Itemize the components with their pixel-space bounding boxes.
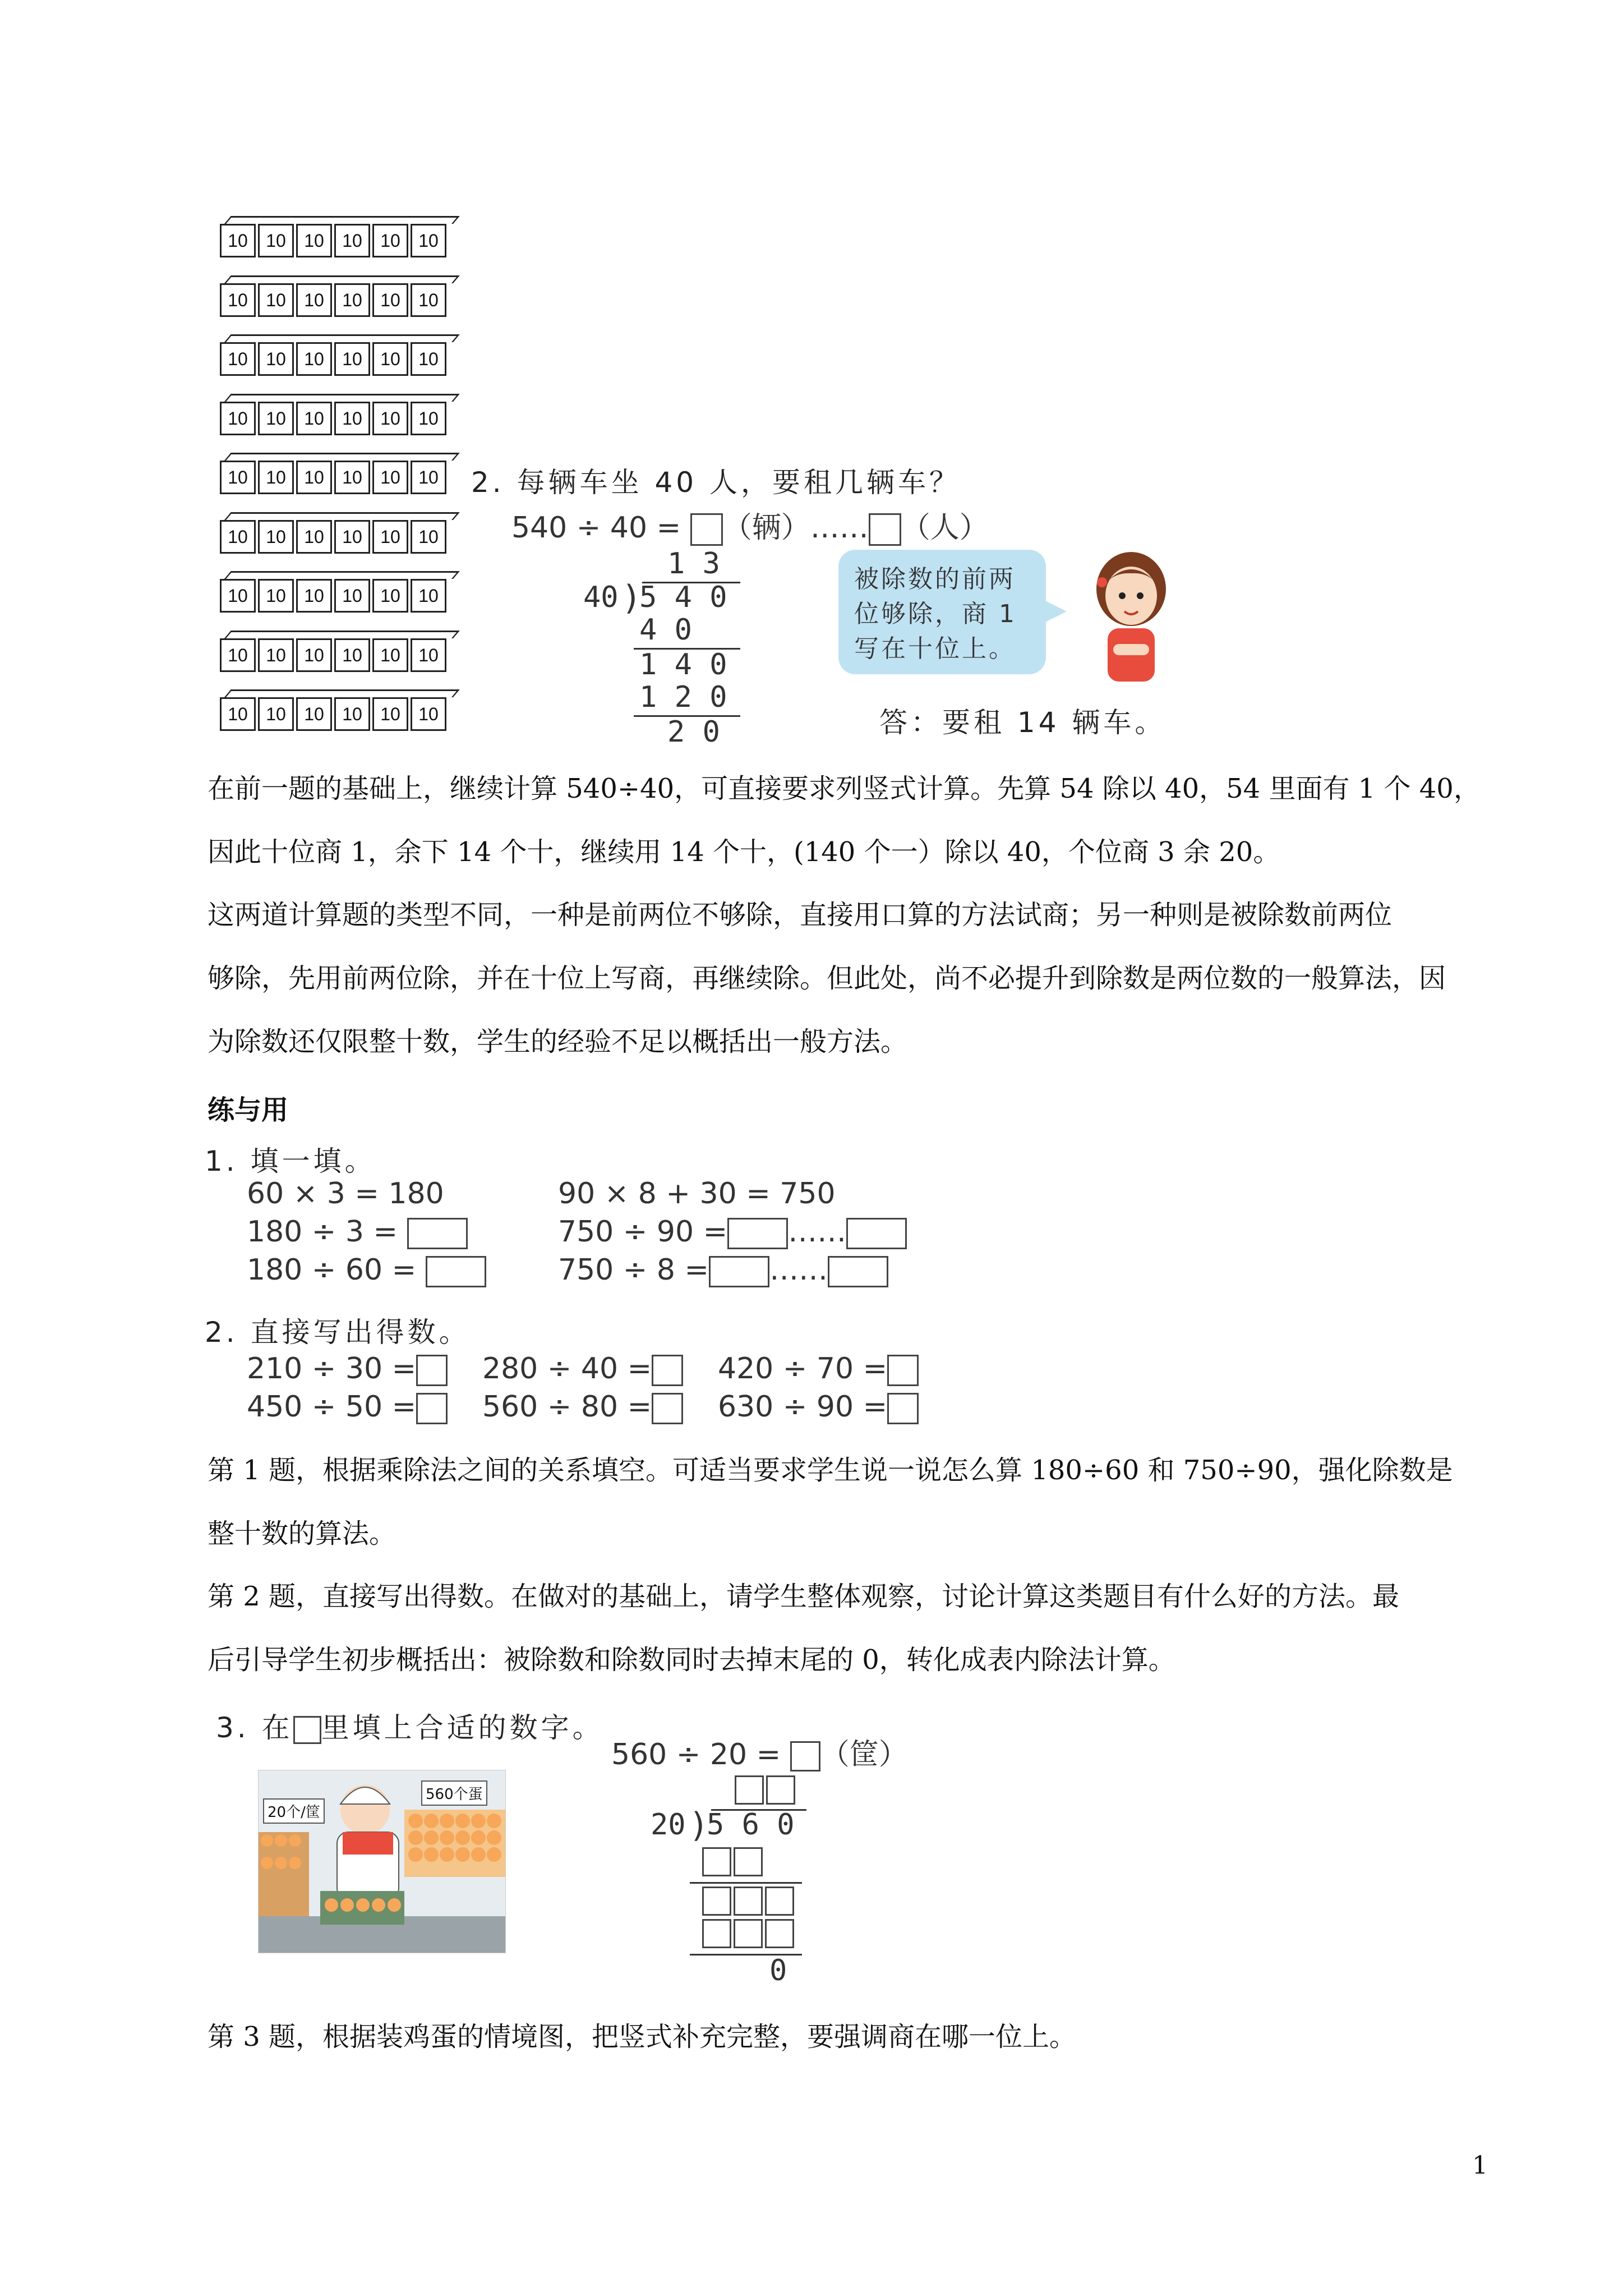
text-line: 因此十位商 1，余下 14 个十，继续用 14 个十，(140 个一）除以 40，个位商 3 余 20。 [208,836,1280,868]
ex1-item [558,1215,907,1253]
unit-vehicles: （辆） [722,511,810,545]
ten-block-row [220,571,460,615]
paragraph-1 [208,757,1497,884]
ex2-item [247,1352,482,1386]
ten-cell: 10 [258,283,294,317]
ten-cell: 10 [372,283,408,317]
division-bracket: ) [621,578,642,618]
ten-block-row [220,334,460,378]
problem2-equation-left: 540 ÷ 40 = [511,511,681,545]
ex1-item-text: 750 ÷ 90 = [558,1215,728,1249]
hint-line: 位够除，商 1 [854,600,1017,628]
answer-box[interactable] [790,1741,820,1772]
ten-cell: 10 [296,402,332,435]
divisor: 40 [583,581,619,614]
quotient-box[interactable] [766,1775,795,1805]
ex1-right-col [558,1177,907,1291]
answer-box[interactable] [652,1393,683,1424]
block-top-face [224,394,460,402]
step-box[interactable] [734,1847,763,1876]
ten-cell: 10 [411,638,446,672]
girl-illustration [1085,550,1178,682]
ten-cell: 10 [334,402,370,435]
unit-baskets: （筐） [820,1738,908,1772]
ellipsis: …… [769,1253,828,1287]
ex3-title-suffix: 里填上合适的数字。 [321,1711,604,1744]
step-box[interactable] [702,1919,731,1948]
page-number: 1 [1472,2151,1488,2180]
ex2-item [718,1352,919,1386]
text-line: 第 1 题，根据乘除法之间的关系填空。可适当要求学生说一说怎么算 180÷60 和 750÷90，强化除数是 [208,1455,1453,1486]
text-line: 整十数的算法。 [208,1518,396,1549]
answer-box[interactable] [887,1393,919,1424]
ten-cell: 10 [334,342,370,376]
ex2-item [718,1390,919,1424]
ten-cell: 10 [334,697,370,731]
subtraction-line [690,1882,802,1884]
ten-cell: 10 [334,579,370,613]
answer-box[interactable] [869,513,901,546]
ten-block-row [220,631,460,674]
ten-cell: 10 [372,402,408,435]
ten-cell: 10 [334,638,370,672]
ex1-item-text: 180 ÷ 60 = [247,1253,417,1287]
answer-box[interactable] [416,1355,448,1386]
ten-cell: 10 [334,224,370,257]
ten-cell: 10 [296,697,332,731]
ten-cell: 10 [411,697,446,731]
ex2-item-text: 420 ÷ 70 = [718,1352,888,1386]
ex1-item: 90 × 8 + 30 = 750 [558,1177,836,1211]
problem2-equation [511,504,989,546]
block-top-face [224,571,460,579]
ex1-item [247,1215,486,1253]
ten-cell: 10 [411,342,446,376]
ex2-item [482,1390,718,1424]
hint-line: 被除数的前两 [854,565,1016,593]
answer-box[interactable] [727,1218,788,1249]
ten-cell: 10 [411,283,446,317]
paragraph-5 [208,2005,1497,2069]
ten-cell: 10 [296,579,332,613]
block-top-face [224,512,460,520]
ex2-row-2 [247,1390,919,1424]
ten-cell: 10 [258,579,294,613]
ex2-item-text: 450 ÷ 50 = [247,1390,417,1424]
answer-box[interactable] [846,1218,907,1249]
ex1-item-text: 750 ÷ 8 = [558,1253,709,1287]
ten-cell: 10 [372,638,408,672]
ex2-item-text: 630 ÷ 90 = [718,1390,888,1424]
ten-cell: 10 [220,461,256,494]
ten-cell: 10 [220,638,256,672]
exercise1-title: 1. 填一填。 [205,1145,376,1177]
block-top-face [224,275,460,283]
ten-cell: 10 [334,283,370,317]
text-line: 第 3 题，根据装鸡蛋的情境图，把竖式补充完整，要强调商在哪一位上。 [208,2021,1077,2053]
step-3: 1 2 0 [639,680,727,714]
ten-cell: 10 [296,638,332,672]
remainder: 2 0 [667,715,720,749]
ten-cell: 10 [258,461,294,494]
step-box[interactable] [765,1887,794,1916]
ex2-item-text: 280 ÷ 40 = [482,1352,652,1386]
ex1-item-text: 180 ÷ 3 = [247,1215,398,1249]
ten-cell: 10 [296,283,332,317]
ex2-item [247,1390,482,1424]
ten-cell: 10 [411,402,446,435]
quotient-box[interactable] [735,1775,764,1805]
block-top-face [224,334,460,342]
ellipsis: …… [788,1215,847,1249]
ten-block-row [220,689,460,733]
step-box[interactable] [734,1919,763,1948]
long-division [583,547,740,754]
ten-cell: 10 [296,461,332,494]
ex2-item [482,1352,718,1386]
ex1-item [247,1253,486,1291]
step-box[interactable] [702,1887,731,1916]
ten-cell: 10 [296,520,332,554]
divisor: 20 [651,1808,686,1842]
ex2-row-1 [247,1352,919,1386]
ex2-item-text: 210 ÷ 30 = [247,1352,417,1386]
bubble-tail [1044,600,1067,623]
egg-scene-illustration [258,1770,506,1953]
answer-box[interactable] [828,1256,888,1287]
block-top-face [224,453,460,461]
step-1: 4 0 [639,613,692,647]
ten-cell: 10 [372,224,408,257]
ten-cell: 10 [258,697,294,731]
dividend: 5 6 0 [707,1808,795,1842]
ten-cell: 10 [258,402,294,435]
division-bracket: ) [689,1806,709,1845]
text-line: 后引导学生初步概括出：被除数和除数同时去掉末尾的 0，转化成表内除法计算。 [208,1644,1175,1676]
answer-box[interactable] [887,1355,919,1386]
text-line: 在前一题的基础上，继续计算 540÷40，可直接要求列竖式计算。先算 54 除以 40，54 里面有 1 个 40， [208,773,1481,804]
section-title: 练与用 [208,1094,289,1126]
ten-cell: 10 [258,342,294,376]
answer-box[interactable] [652,1355,683,1386]
answer-box[interactable] [416,1393,448,1424]
final-remainder: 0 [769,1954,787,1987]
ten-cell: 10 [258,224,294,257]
ex1-left-col [247,1177,486,1291]
text-line: 第 2 题，直接写出得数。在做对的基础上，请学生整体观察，讨论计算这类题目有什么好的方法。最 [208,1581,1400,1612]
ten-cell: 10 [220,579,256,613]
rate-label: 20个/筐 [263,1798,325,1824]
ten-cell: 10 [411,224,446,257]
ten-cell: 10 [258,520,294,554]
ellipsis: …… [810,511,869,545]
step-box[interactable] [734,1887,763,1916]
answer-box[interactable] [426,1256,486,1287]
paragraph-4 [208,1565,1497,1692]
ten-cell: 10 [220,697,256,731]
ten-cell: 10 [372,342,408,376]
box-symbol [293,1716,321,1744]
exercise2-title: 2. 直接写出得数。 [205,1316,471,1349]
text-line: 够除，先用前两位除，并在十位上写商，再继续除。但此处，尚不必提升到除数是两位数的一般算法，因 [208,963,1446,994]
ten-block-row [220,275,460,319]
unit-people: （人） [901,511,989,545]
ten-cell: 10 [372,520,408,554]
step-box[interactable] [702,1847,731,1876]
block-top-face [224,216,460,224]
ten-cell: 10 [372,579,408,613]
ex2-item-text: 560 ÷ 80 = [482,1390,652,1424]
text-line: 这两道计算题的类型不同，一种是前两位不够除，直接用口算的方法试商；另一种则是被除数前两位 [208,899,1393,931]
ten-cell: 10 [258,638,294,672]
ten-cell: 10 [411,579,446,613]
problem2-answer: 答：要租 14 辆车。 [879,706,1166,739]
hint-line: 写在十位上。 [854,634,1016,663]
problem2-title: 2. 每辆车坐 40 人，要租几辆车？ [471,466,961,499]
paragraph-3 [208,1439,1497,1566]
ex3-long-division [651,1775,819,1987]
ten-cell: 10 [296,342,332,376]
ten-block-row [220,394,460,438]
ten-cell: 10 [411,520,446,554]
ex3-equation-left: 560 ÷ 20 = [611,1738,781,1772]
ten-block-row [220,453,460,496]
ten-cell: 10 [296,224,332,257]
ten-cell: 10 [334,461,370,494]
ten-cell: 10 [372,697,408,731]
ex1-item: 60 × 3 = 180 [247,1177,444,1211]
ten-cell: 10 [411,461,446,494]
exercise3-title [216,1705,604,1746]
step-box[interactable] [765,1919,794,1948]
block-top-face [224,689,460,697]
ex3-equation [611,1731,908,1773]
step-2: 1 4 0 [639,648,727,682]
ten-cell: 10 [220,283,256,317]
ex3-title-prefix: 3. 在 [216,1711,293,1744]
hint-bubble [838,550,1046,674]
answer-box[interactable] [690,513,723,546]
block-top-face [224,631,460,638]
paragraph-2 [208,884,1497,1074]
ten-cell: 10 [220,402,256,435]
ten-cell: 10 [220,520,256,554]
ten-cell: 10 [372,461,408,494]
dividend: 5 4 0 [639,581,727,614]
quotient: 1 3 [667,547,720,581]
ten-block-row [220,216,460,260]
ten-cell: 10 [220,224,256,257]
ex1-item [558,1253,907,1291]
ten-block-row [220,512,460,556]
total-label: 560个蛋 [421,1780,487,1806]
answer-box[interactable] [407,1218,468,1249]
ten-cell: 10 [334,520,370,554]
ten-cell: 10 [220,342,256,376]
text-line: 为除数还仅限整十数，学生的经验不足以概括出一般方法。 [208,1026,908,1057]
answer-box[interactable] [709,1256,769,1287]
